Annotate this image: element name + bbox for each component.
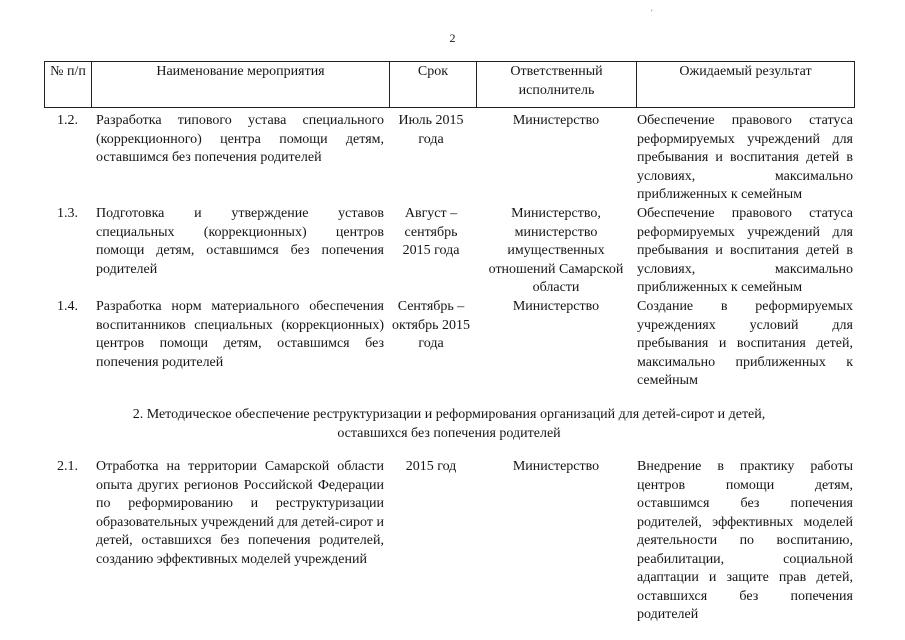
activity-responsible: Министерство — [512, 459, 600, 474]
scan-speck: ' — [651, 8, 653, 18]
activity-term: Август – сентябрь 2015 года — [402, 206, 460, 258]
table-body — [44, 112, 854, 398]
activity-name: Подготовка и утверждение уставов специальных (коррекционных) центров помощи детям, оставшимся без попечения родителей — [96, 206, 384, 277]
section-title-line: оставшихся без попечения родителей — [337, 426, 561, 441]
row-number: 1.4. — [57, 299, 78, 314]
activity-result: Обеспечение правового статуса реформируемых учреждений для пребывания и воспитания детей в условиях, максимально приближенных к семейным — [637, 113, 853, 202]
activity-name: Отработка на территории Самарской области опыта других регионов Российской Федерации по реформированию и реструктуризации образовательных учреждений для детей-сирот и детей, оставшихся без попечения родителей, созданию эффективных моделей учреждений — [96, 459, 384, 567]
activity-responsible: Министерство — [512, 113, 600, 128]
table-row — [44, 458, 854, 622]
activity-responsible: Министерство — [512, 299, 600, 314]
activity-result: Внедрение в практику работы центров помощи детям, оставшимся без попечения родителей, эффективных моделей деятельности по воспитанию, реабилитации, социальной адаптации и защите прав детей, оставшихся без попечения родителей — [637, 459, 853, 622]
activity-result: Обеспечение правового статуса реформируемых учреждений для пребывания и воспитания детей в условиях, максимально приближенных к семейным — [637, 206, 853, 295]
section-title — [44, 405, 854, 443]
header-num: № п/п — [45, 62, 92, 108]
activity-name: Разработка типового устава специального (коррекционного) центра помощи детям, оставшимся без попечения родителей — [96, 113, 384, 165]
row-number: 1.3. — [57, 206, 78, 221]
table-body-section2 — [44, 458, 854, 622]
header-result: Ожидаемый результат — [637, 62, 855, 108]
header-term: Срок — [390, 62, 477, 108]
table-header — [44, 61, 855, 108]
table-row — [44, 112, 854, 205]
header-responsible: Ответственный исполнитель — [477, 62, 637, 108]
header-name: Наименование мероприятия — [92, 62, 390, 108]
row-number: 2.1. — [57, 459, 78, 474]
activity-name: Разработка норм материального обеспечения воспитанников специальных (коррекционных) центров помощи детям, оставшимся без попечения родителей — [96, 299, 384, 370]
table-row — [44, 205, 854, 298]
table-row — [44, 298, 854, 398]
activity-term: Сентябрь – октябрь 2015 года — [392, 299, 470, 351]
activity-result: Создание в реформируемых учреждениях условий для пребывания и воспитания детей, максимально приближенных к семейным — [637, 299, 853, 388]
activity-responsible: Министерство, министерство имущественных отношений Самарской области — [488, 206, 624, 295]
activity-term: 2015 год — [405, 459, 457, 474]
section-title-line: 2. Методическое обеспечение реструктуризации и реформирования организаций для детей-сирот и детей, — [132, 407, 766, 422]
page-number: 2 — [449, 31, 456, 45]
row-number: 1.2. — [57, 113, 78, 128]
activity-term: Июль 2015 года — [398, 113, 464, 147]
